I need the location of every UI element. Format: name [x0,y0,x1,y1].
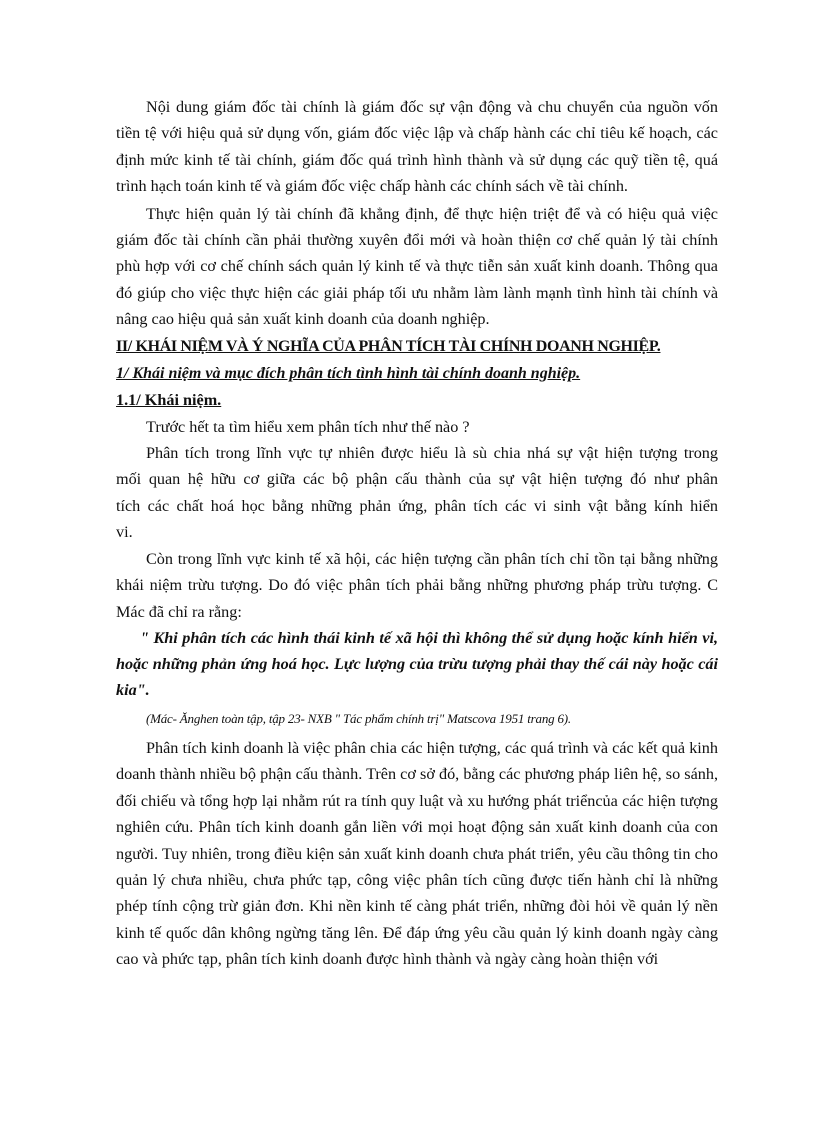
section-heading: II/ KHÁI NIỆM VÀ Ý NGHĨA CỦA PHÂN TÍCH TÀI CHÍNH DOANH NGHIỆP. [116,337,661,355]
paragraph-finance-supervision: Nội dung giám đốc tài chính là giám đốc sự vận động và chu chuyển của nguồn vốn tiền tệ với hiệu quả sử dụng vốn, giám đốc việc lập và chấp hành các chỉ tiêu kế hoạch, các định mức kinh tế tài chính, giám đốc quá trình hình thành và sử dụng các quỹ tiền tệ, quá trình hạch toán kinh tế và giám đốc việc chấp hành các chính sách về tài chính. [116,98,718,196]
paragraph-intro-question: Trước hết ta tìm hiểu xem phân tích như thế nào ? [146,417,470,436]
paragraph-business-analysis: Phân tích kinh doanh là việc phân chia các hiện tượng, các quá trình và các kết quả kinh doanh thành nhiều bộ phận cấu thành. Trên cơ sở đó, bằng các phương pháp liên hệ, so sánh, đối chiếu và tổng hợp lại nhằm rút ra tính quy luật và xu hướng phát triểncủa các hiện tượng nghiên cứu. Phân tích kinh doanh gắn liền với mọi hoạt động sản xuất kinh doanh của con người. Tuy nhiên, trong điều kiện sản xuất kinh doanh chưa phát triển, yêu cầu thông tin cho quản lý chưa nhiều, chưa phức tạp, công việc phân tích cũng được tiến hành chỉ là những phép tính cộng trừ giản đơn. Khi nền kinh tế càng phát triển, những đòi hỏi về quản lý nền kinh tế quốc dân không ngừng tăng lên. Để đáp ứng yêu cầu quản lý kinh doanh ngày càng cao và phức tạp, phân tích kinh doanh được hình thành và ngày càng hoàn thiện với [116,738,718,969]
subsection-heading: 1/ Khái niệm và mục đích phân tích tình hình tài chính doanh nghiệp. [116,364,581,382]
paragraph-finance-management: Thực hiện quản lý tài chính đã khẳng định, để thực hiện triệt để và có hiệu quả việc giám đốc tài chính cần phải thường xuyên đổi mới và hoàn thiện cơ chế quản lý tài chính phù hợp với cơ chế chính sách quản lý kinh tế và thực tiễn sản xuất kinh doanh. Thông qua đó giúp cho việc thực hiện các giải pháp tối ưu nhằm làm lành mạnh tình hình tài chính và nâng cao hiệu quả sản xuất kinh doanh của doanh nghiệp. [116,204,718,329]
quote-source: (Mác- Ănghen toàn tập, tập 23- NXB " Tác phẩm chính trị" Matscova 1951 trang 6). [146,710,571,726]
subsubsection-heading: 1.1/ Khái niệm. [116,390,222,409]
paragraph-natural-analysis: Phân tích trong lĩnh vực tự nhiên được hiểu là sù chia nhá sự vật hiện tượng trong mối quan hệ hữu cơ giữa các bộ phận cấu thành của sự vật hiện tượng đó như phân tích các chất hoá học bằng những phản ứng, phân tích các vi sinh vật bằng kính hiển vi. [116,444,718,542]
document-page [116,94,718,973]
marx-quote: " Khi phân tích các hình thái kinh tế xã hội thì không thể sử dụng hoặc kính hiển vi, hoặc những phản ứng hoá học. Lực lượng của trừu tượng phải thay thế cái này hoặc cái kia". [116,628,718,699]
paragraph-social-analysis: Còn trong lĩnh vực kinh tế xã hội, các hiện tượng cần phân tích chỉ tồn tại bằng những khái niệm trừu tượng. Do đó việc phân tích phải bằng những phương pháp trừu tượng. C Mác đã chỉ ra rằng: [116,549,718,621]
